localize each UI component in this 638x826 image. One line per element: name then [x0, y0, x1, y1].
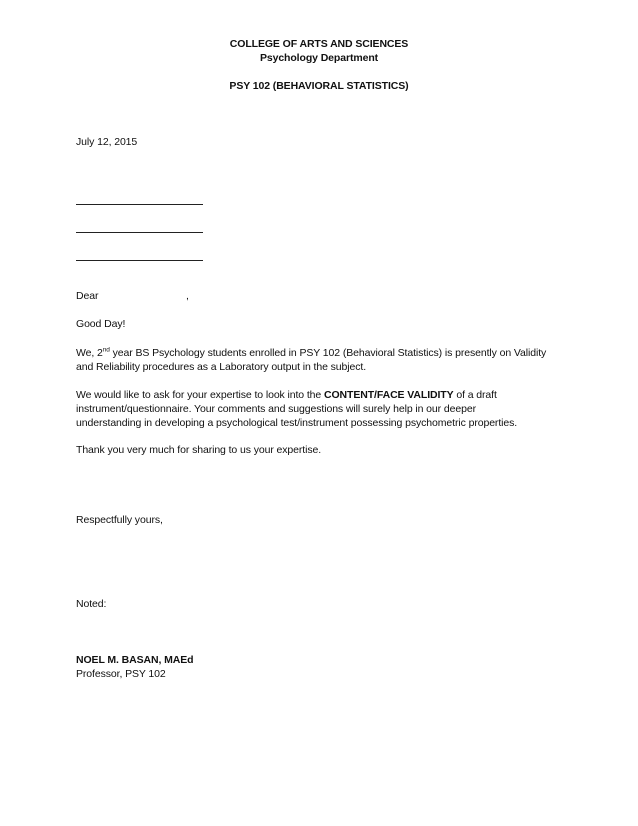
closing: Respectfully yours,	[76, 514, 163, 526]
department-heading: Psychology Department	[259, 52, 379, 64]
request-line-1-post: of a draft	[453, 389, 497, 401]
course-heading: PSY 102 (BEHAVIORAL STATISTICS)	[229, 80, 409, 92]
salutation: Dear	[76, 290, 99, 302]
recipient-blank-line-2	[76, 232, 203, 233]
salutation-comma: ,	[186, 290, 189, 302]
paragraph-request	[76, 388, 576, 430]
thank-you-line: Thank you very much for sharing to us your expertise.	[76, 444, 322, 456]
signatory-title: Professor, PSY 102	[76, 668, 166, 680]
greeting: Good Day!	[76, 318, 126, 330]
request-line-1-pre: We would like to ask for your expertise to look into the	[76, 389, 324, 401]
letter-date: July 12, 2015	[76, 136, 138, 148]
recipient-blank-line-1	[76, 204, 203, 205]
content-face-validity-emphasis: CONTENT/FACE VALIDITY	[323, 389, 454, 401]
signatory-name: NOEL M. BASAN, MAEd	[76, 654, 194, 666]
intro-line-2: and Reliability procedures as a Laboratory output in the subject.	[76, 361, 367, 373]
noted-label: Noted:	[76, 598, 107, 610]
ordinal-suffix: nd	[102, 346, 110, 354]
intro-line-1: year BS Psychology students enrolled in PSY 102 (Behavioral Statistics) is presently on Validity	[109, 347, 547, 359]
intro-prefix: We, 2	[76, 347, 103, 359]
request-line-2: instrument/questionnaire. Your comments and suggestions will surely help in our deeper	[76, 403, 476, 415]
paragraph-intro	[76, 346, 576, 374]
college-heading: COLLEGE OF ARTS AND SCIENCES	[229, 38, 409, 50]
recipient-blank-line-3	[76, 260, 203, 261]
request-line-3: understanding in developing a psychological test/instrument possessing psychometric properties.	[76, 417, 518, 429]
